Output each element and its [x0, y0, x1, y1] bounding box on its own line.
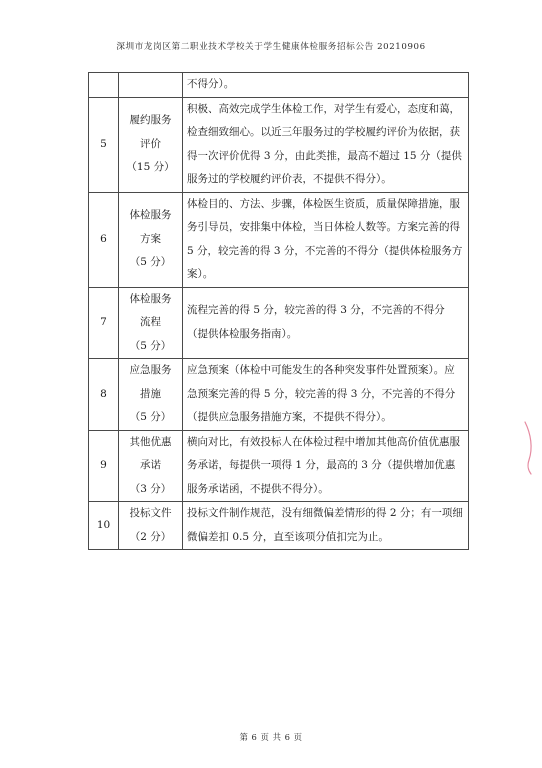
- table-row: [89, 192, 469, 287]
- scoring-item: [119, 97, 183, 192]
- scoring-item-line: 承诺: [140, 459, 161, 471]
- row-number: 8: [89, 359, 119, 431]
- scoring-item-line: 其他优惠: [129, 435, 172, 448]
- table-row: [89, 73, 469, 98]
- table-row: [89, 430, 469, 502]
- row-number: 7: [89, 287, 119, 359]
- scoring-table: [88, 72, 468, 550]
- scoring-item: [119, 430, 183, 502]
- scoring-criteria: 横向对比，有效投标人在体检过程中增加其他高价值优惠服务承诺，每提供一项得 1 分，最高的 3 分（提供增加优惠服务承诺函，不提供不得分）。: [183, 430, 469, 502]
- scoring-criteria: 不得分）。: [183, 73, 469, 98]
- row-number: 5: [89, 97, 119, 192]
- scoring-item-line: （2 分）: [129, 530, 172, 543]
- row-number: 10: [89, 502, 119, 550]
- scoring-item: [119, 73, 183, 98]
- scoring-table-body: [89, 73, 469, 550]
- pen-mark: [522, 420, 536, 476]
- scoring-item-line: 应急服务: [129, 364, 172, 376]
- scoring-item-line: （5 分）: [129, 411, 172, 423]
- scoring-item: [119, 502, 183, 550]
- row-number: 9: [89, 430, 119, 502]
- scoring-item: [119, 287, 183, 359]
- scoring-item-line: 方案: [140, 232, 161, 245]
- table-row: [89, 502, 469, 550]
- scoring-criteria: 应急预案（体检中可能发生的各种突发事件处置预案）。应急预案完善的得 5 分，较完善的得 3 分，不完善的不得分（提供应急服务措施方案，不提供不得分）。: [183, 359, 469, 431]
- scoring-item-line: 评价: [140, 137, 161, 150]
- page-number: 第 6 页 共 6 页: [239, 732, 303, 742]
- scoring-item: [119, 192, 183, 287]
- scoring-item-line: 投标文件: [129, 507, 172, 519]
- table-row: [89, 97, 469, 192]
- table-row: [89, 287, 469, 359]
- scoring-item-line: 流程: [140, 316, 161, 328]
- scoring-item-line: （15 分）: [126, 161, 175, 174]
- scoring-item-line: 体检服务: [129, 209, 172, 222]
- row-number: [89, 73, 119, 98]
- page-header: 深圳市龙岗区第二职业技术学校关于学生健康体检服务招标公告 20210906: [116, 42, 426, 52]
- scoring-item-line: 履约服务: [129, 114, 172, 127]
- scoring-item-line: （3 分）: [129, 482, 172, 495]
- scoring-item-line: （5 分）: [129, 256, 172, 269]
- scoring-criteria: 积极、高效完成学生体检工作，对学生有爱心，态度和蔼，检查细致细心。以近三年服务过的学校履约评价为依据，获得一次评价优得 3 分，由此类推，最高不超过 15 分（提供服务过的学校履约评价表，不提供不得分）。: [183, 97, 469, 192]
- scoring-criteria: 流程完善的得 5 分，较完善的得 3 分，不完善的不得分（提供体检服务指南）。: [183, 287, 469, 359]
- scoring-item-line: 措施: [140, 387, 161, 400]
- table-row: [89, 359, 469, 431]
- row-number: 6: [89, 192, 119, 287]
- scoring-item-line: 体检服务: [129, 292, 172, 305]
- scoring-item: [119, 359, 183, 431]
- scoring-item-line: （5 分）: [129, 339, 172, 352]
- scoring-criteria: 体检目的、方法、步骤，体检医生资质，质量保障措施，服务引导员，安排集中体检，当日体检人数等。方案完善的得 5 分，较完善的得 3 分，不完善的不得分（提供体检服务方案）。: [183, 192, 469, 287]
- scoring-criteria: 投标文件制作规范，没有细微偏差情形的得 2 分；有一项细微偏差扣 0.5 分，直至该项分值扣完为止。: [183, 502, 469, 550]
